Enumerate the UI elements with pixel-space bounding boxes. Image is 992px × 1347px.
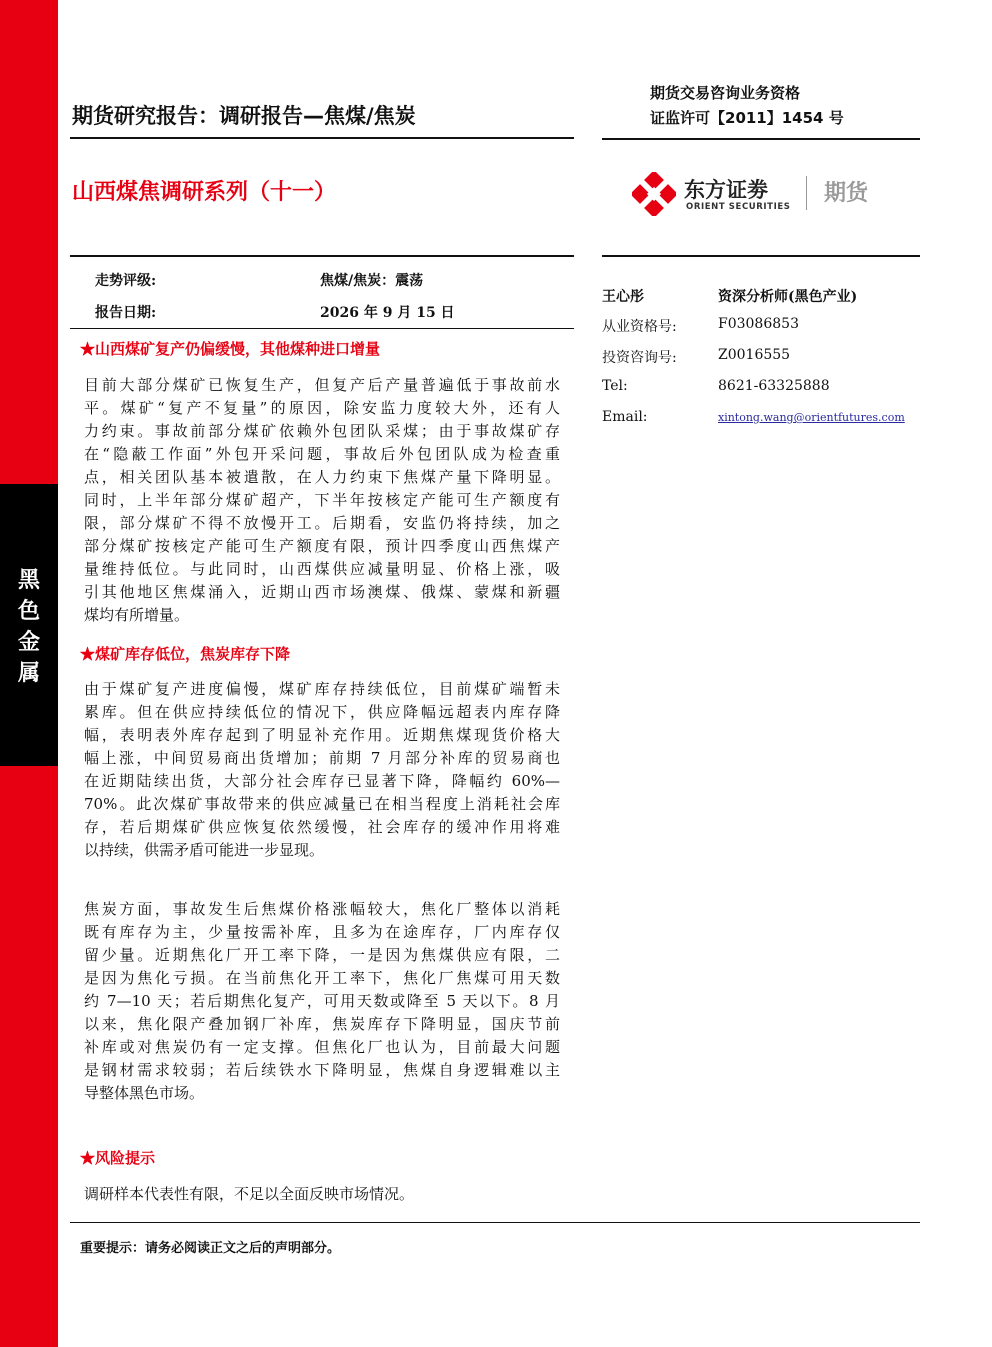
logo-name-en: ORIENT SECURITIES bbox=[686, 202, 791, 212]
date-value: 2026 年 9 月 15 日 bbox=[320, 305, 455, 321]
consult-value: Z0016555 bbox=[718, 347, 791, 363]
disclaimer-note: 重要提示：请务必阅读正文之后的声明部分。 bbox=[80, 1241, 341, 1256]
paragraph-line: 调研样本代表性有限，不足以全面反映市场情况。 bbox=[84, 1185, 415, 1203]
qualification-underline bbox=[602, 138, 920, 140]
tel-label: Tel: bbox=[602, 378, 628, 394]
paragraph-line: 幅，表明表外库存起到了明显补充作用。近期焦煤现货价格大 bbox=[84, 726, 560, 744]
paragraph-line: 由于煤矿复产进度偏慢，煤矿库存持续低位，目前煤矿端暂未 bbox=[84, 680, 560, 698]
paragraph-line: 限，部分煤矿不得不放慢开工。后期看，安监仍将持续，加之 bbox=[84, 514, 560, 532]
paragraph-line: 约 7—10 天；若后期焦化复产，可用天数或降至 5 天以下。8 月 bbox=[84, 992, 560, 1010]
paragraph-line: 焦炭方面，事故发生后焦煤价格涨幅较大，焦化厂整体以消耗 bbox=[84, 900, 560, 918]
meta-bottom-rule bbox=[70, 328, 574, 329]
paragraph-line: 导整体黑色市场。 bbox=[84, 1084, 205, 1102]
section-heading-supply: ★山西煤矿复产仍偏缓慢，其他煤种进口增量 bbox=[80, 340, 381, 358]
paragraph-line: 平。煤矿“复产不复量”的原因，除安监力度较大外，还有人 bbox=[84, 399, 560, 417]
email-label: Email: bbox=[602, 409, 648, 425]
company-logo bbox=[632, 170, 882, 216]
paragraph-line: 引其他地区焦煤涌入，近期山西市场澳煤、俄煤、蒙煤和新疆 bbox=[84, 583, 560, 601]
paragraph-coal-inventory bbox=[84, 678, 560, 862]
sector-char: 黑 bbox=[17, 568, 40, 593]
paragraph-line: 目前大部分煤矿已恢复生产，但复产后产量普遍低于事故前水 bbox=[84, 376, 560, 394]
section-heading-inventory: ★煤矿库存低位，焦炭库存下降 bbox=[80, 645, 291, 663]
paragraph-line: 存，若后期煤矿供应恢复依然缓慢，社会库存的缓冲作用将难 bbox=[84, 818, 560, 836]
license-value: F03086853 bbox=[718, 316, 799, 332]
analyst-title: 资深分析师(黑色产业) bbox=[718, 289, 858, 305]
paragraph-line: 幅上涨，中间贸易商出货增加；前期 7 月部分补库的贸易商也 bbox=[84, 749, 560, 767]
date-label: 报告日期: bbox=[95, 305, 157, 321]
paragraph-line: 累库。但在供应持续低位的情况下，供应降幅远超表内库存降 bbox=[84, 703, 560, 721]
logo-divider bbox=[806, 176, 807, 210]
meta-top-rule bbox=[70, 255, 574, 257]
paragraph-line: 既有库存为主，少量按需补库，且多为在途库存，厂内库存仅 bbox=[84, 923, 560, 941]
paragraph-line: 补库或对焦炭仍有一定支撑。但焦化厂也认为，目前最大问题 bbox=[84, 1038, 560, 1056]
paragraph-line: 以持续，供需矛盾可能进一步显现。 bbox=[84, 841, 325, 859]
paragraph-line: 部分煤矿按核定产能可生产额度有限，预计四季度山西焦煤产 bbox=[84, 537, 560, 555]
logo-division: 期货 bbox=[824, 181, 869, 206]
qualification-line-1: 期货交易咨询业务资格 bbox=[650, 84, 801, 102]
logo-name-cn: 东方证劵 bbox=[684, 178, 768, 202]
rating-label: 走势评级: bbox=[95, 273, 157, 289]
paragraph-line: 是因为焦化亏损。在当前焦化开工率下，焦化厂焦煤可用天数 bbox=[84, 969, 560, 987]
paragraph-line: 在近期陆续出货，大部分社会库存已显著下降，降幅约 60%— bbox=[84, 772, 560, 790]
license-label: 从业资格号: bbox=[602, 319, 677, 335]
paragraph-line: 70%。此次煤矿事故带来的供应减量已在相当程度上消耗社会库 bbox=[84, 795, 560, 813]
paragraph-risk bbox=[84, 1183, 560, 1206]
paragraph-line: 煤均有所增量。 bbox=[84, 606, 190, 624]
paragraph-line: 点，相关团队基本被遣散，在人力约束下焦煤产量下降明显。 bbox=[84, 468, 560, 486]
analyst-name: 王心彤 bbox=[602, 289, 644, 305]
paragraph-line: 是钢材需求较弱；若后续铁水下降明显，焦煤自身逻辑难以主 bbox=[84, 1061, 560, 1079]
series-title: 山西煤焦调研系列（十一） bbox=[72, 180, 337, 205]
sector-char: 属 bbox=[17, 661, 40, 686]
email-link[interactable]: xintong.wang@orientfutures.com bbox=[718, 411, 905, 424]
qualification-line-2: 证监许可【2011】1454 号 bbox=[650, 109, 844, 127]
rating-value: 焦煤/焦炭：震荡 bbox=[320, 273, 424, 289]
paragraph-line: 留少量。近期焦化厂开工率下降，一是因为焦煤供应有限，二 bbox=[84, 946, 560, 964]
analyst-top-rule bbox=[602, 255, 920, 257]
paragraph-line: 量维持低位。与此同时，山西煤供应减量明显、价格上涨，吸 bbox=[84, 560, 560, 578]
paragraph-line: 在“隐蔽工作面”外包开采问题，事故后外包团队成为检查重 bbox=[84, 445, 560, 463]
paragraph-line: 力约束。事故前部分煤矿依赖外包团队采煤；由于事故煤矿存 bbox=[84, 422, 560, 440]
paragraph-line: 以来，焦化限产叠加钢厂补库，焦炭库存下降明显，国庆节前 bbox=[84, 1015, 560, 1033]
title-underline bbox=[70, 137, 574, 139]
logo-mark-icon bbox=[632, 172, 676, 216]
paragraph-supply bbox=[84, 374, 560, 627]
sector-label bbox=[0, 565, 58, 689]
footer-rule bbox=[70, 1222, 920, 1223]
consult-label: 投资咨询号: bbox=[602, 350, 677, 366]
paragraph-line: 同时，上半年部分煤矿超产，下半年按核定产能可生产额度有 bbox=[84, 491, 560, 509]
tel-value: 8621-63325888 bbox=[718, 378, 830, 394]
sector-char: 金 bbox=[17, 630, 40, 655]
section-heading-risk: ★风险提示 bbox=[80, 1149, 156, 1167]
sector-char: 色 bbox=[17, 599, 40, 624]
paragraph-coke-inventory bbox=[84, 898, 560, 1105]
report-title: 期货研究报告：调研报告—焦煤/焦炭 bbox=[72, 104, 416, 128]
